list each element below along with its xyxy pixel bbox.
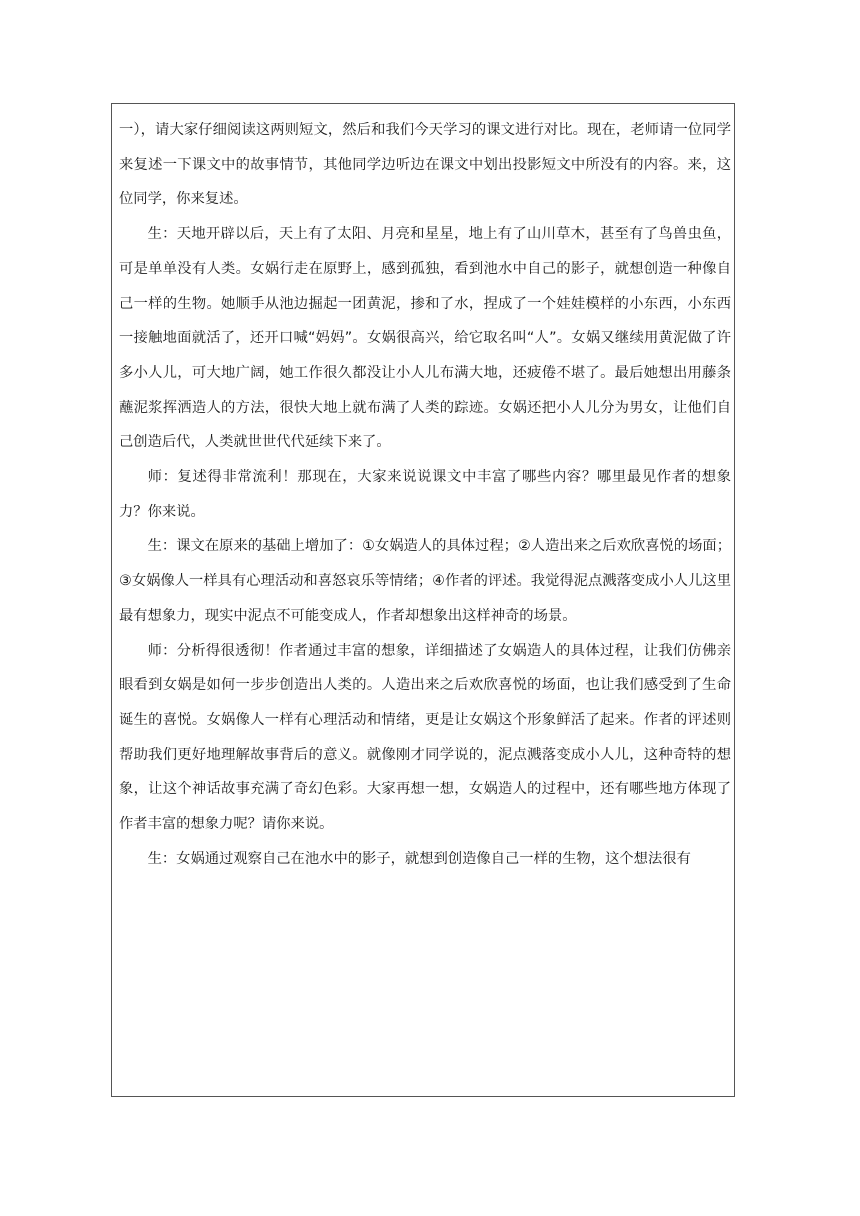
document-frame (111, 103, 735, 1097)
document-body (119, 113, 731, 876)
paragraph-teacher-analysis: 师：分析得很透彻！作者通过丰富的想象，详细描述了女娲造人的具体过程，让我们仿佛亲眼看到女娲是如何一步步创造出人类的。人造出来之后欢欣喜悦的场面，也让我们感受到了生命诞生的喜悦。女娲像人一样有心理活动和情绪，更是让女娲这个形象鲜活了起来。作者的评述则帮助我们更好地理解故事背后的意义。就像刚才同学说的，泥点溅落变成小人儿，这种奇特的想象，让这个神话故事充满了奇幻色彩。大家再想一想，女娲造人的过程中，还有哪些地方体现了作者丰富的想象力呢？请你来说。 (119, 642, 731, 833)
paragraph-student-answer: 生：课文在原来的基础上增加了：①女娲造人的具体过程；②人造出来之后欢欣喜悦的场面；③女娲像人一样具有心理活动和喜怒哀乐等情绪；④作者的评述。我觉得泥点溅落变成小人儿这里最有想象力，现实中泥点不可能变成人，作者却想象出这样神奇的场景。 (119, 538, 731, 624)
paragraph-intro: 一），请大家仔细阅读这两则短文，然后和我们今天学习的课文进行对比。现在，老师请一位同学来复述一下课文中的故事情节，其他同学边听边在课文中划出投影短文中所没有的内容。来，这位同学，你来复述。 (119, 122, 731, 208)
paragraph-student-observation: 生：女娲通过观察自己在池水中的影子，就想到创造像自己一样的生物，这个想法很有 (147, 850, 691, 867)
paragraph-teacher-question: 师：复述得非常流利！那现在，大家来说说课文中丰富了哪些内容？哪里最见作者的想象力？你来说。 (119, 469, 731, 520)
paragraph-student-retelling: 生：天地开辟以后，天上有了太阳、月亮和星星，地上有了山川草木，甚至有了鸟兽虫鱼，可是单单没有人类。女娲行走在原野上，感到孤独，看到池水中自己的影子，就想创造一种像自己一样的生物。她顺手从池边掘起一团黄泥，掺和了水，捏成了一个娃娃模样的小东西，小东西一接触地面就活了，还开口喊“妈妈”。女娲很高兴，给它取名叫“人”。女娲又继续用黄泥做了许多小人儿，可大地广阔，她工作很久都没让小人儿布满大地，还疲倦不堪了。最后她想出用藤条蘸泥浆挥洒造人的方法，很快大地上就布满了人类的踪迹。女娲还把小人儿分为男女，让他们自己创造后代，人类就世世代代延续下来了。 (119, 226, 731, 451)
